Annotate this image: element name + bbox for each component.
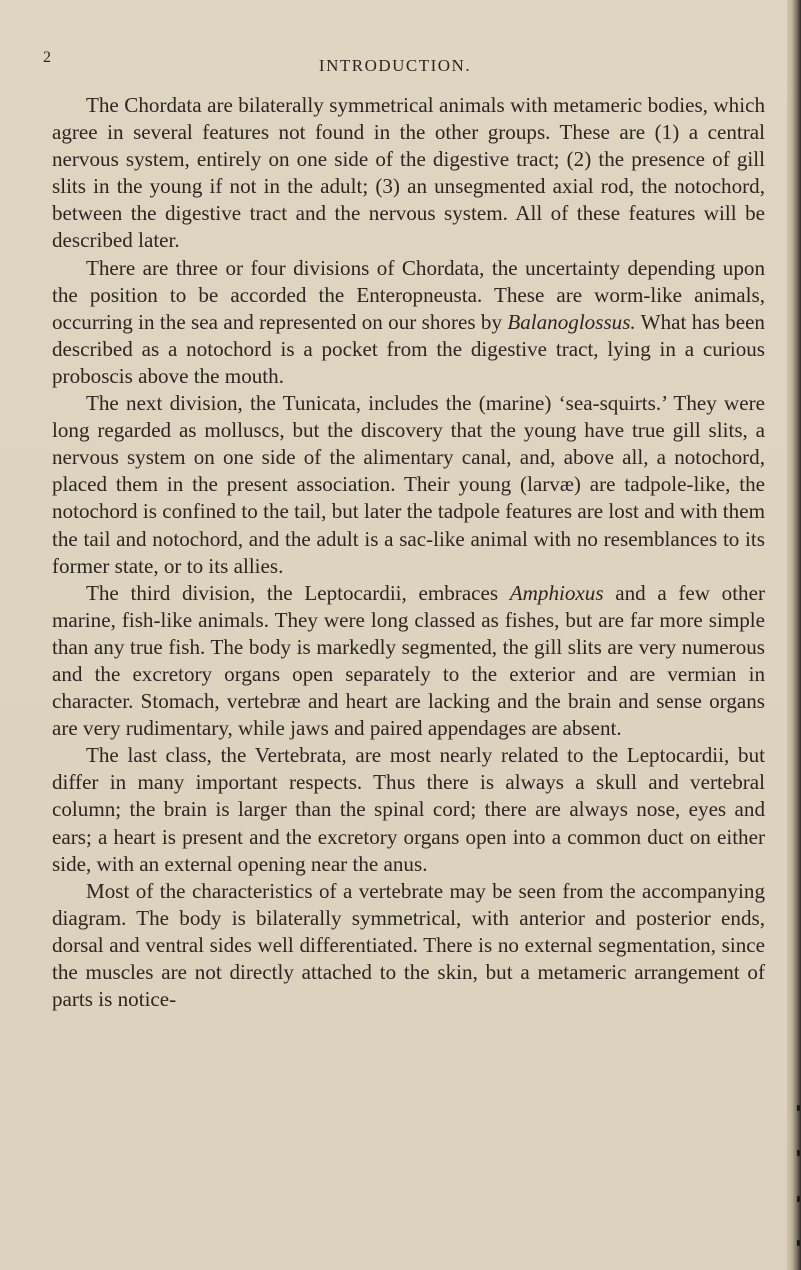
paragraph-text: The third division, the Leptocardii, embraces xyxy=(86,580,510,605)
italic-genus-name: Amphioxus xyxy=(509,580,604,605)
paragraph-chordata-features: The Chordata are bilaterally symmetrical animals with metameric bodies, which agree in several features not found in the other groups. These are (1) a central nervous system, entirely on one side of the digestive tract; (2) the presence of gill slits in the young if not in the adult; (3) an unsegmented axial rod, the notochord, between the digestive tract and the nervous system. All of these features will be described later. xyxy=(52,93,765,253)
binding-hole xyxy=(797,1240,800,1246)
binding-hole xyxy=(797,1150,800,1156)
binding-hole xyxy=(797,1196,800,1202)
paragraph-vertebrata: The last class, the Vertebrata, are most nearly related to the Leptocardii, but differ in many important respects. Thus there is always a skull and vertebral column; the brain is larger than the spinal cord; there are always nose, eyes and ears; a heart is present and the excretory organs open into a common duct on either side, with an external opening near the anus. xyxy=(52,743,765,876)
body-text xyxy=(52,92,765,1013)
paragraph-leptocardii xyxy=(52,580,765,743)
page-number: 2 xyxy=(43,49,52,66)
page-binding-edge xyxy=(787,0,801,1270)
running-head: INTRODUCTION. xyxy=(318,56,472,75)
paragraph-text: There are three or four divisions of Chordata, the uncertainty depending upon the position to be accorded the Enteropneusta. These are worm-like animals, occurring in the sea and represented on our shores by xyxy=(52,255,765,334)
paragraph-enteropneusta xyxy=(52,255,765,390)
paragraph-vertebrate-characteristics: Most of the characteristics of a vertebrate may be seen from the accompanying diagram. The body is bilaterally symmetrical, with anterior and posterior ends, dorsal and ventral sides well differentiated. There is no external segmentation, since the muscles are not directly attached to the skin, but a metameric arrangement of parts is notice- xyxy=(52,878,765,1012)
binding-hole xyxy=(797,1105,800,1111)
italic-genus-name: Balanoglossus. xyxy=(507,309,636,334)
paragraph-text: What has been described as a notochord is a pocket from the digestive tract, lying in a curious proboscis above the mouth. xyxy=(52,309,765,388)
paragraph-tunicata: The next division, the Tunicata, includes the (marine) ‘sea-squirts.’ They were long regarded as molluscs, but the discovery that the young have true gill slits, a nervous system on one side of the alimentary canal, and, above all, a notochord, placed them in the present association. Their young (larvæ) are tadpole-like, the notochord is confined to the tail, but later the tadpole features are lost and with them the tail and notochord, and the adult is a sac-like animal with no resemblances to its former state, or to its allies. xyxy=(52,391,765,578)
paragraph-text: and a few other marine, fish-like animals. They were long classed as fishes, but are far more simple than any true fish. The body is markedly segmented, the gill slits are very numerous and the excretory organs open separately to the exterior and are vermian in character. Stomach, vertebræ and heart are lacking and the brain and sense organs are very rudimentary, while jaws and paired appendages are absent. xyxy=(52,580,765,741)
